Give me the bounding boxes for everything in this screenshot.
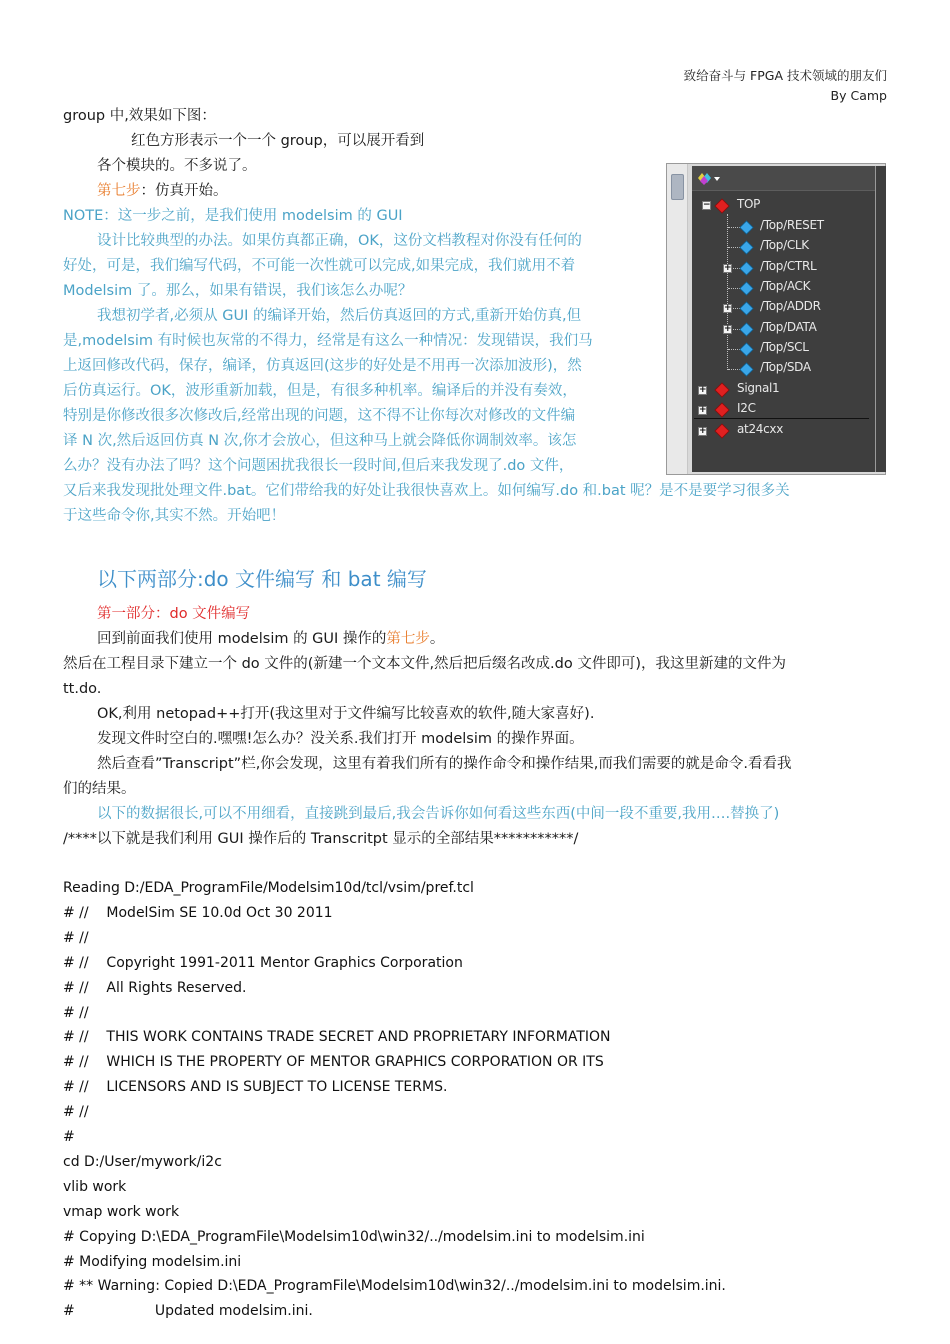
body-line: Modelsim 了。那么，如果有错误，我们该怎么办呢？ [63,283,413,299]
signal-tree-pane [692,166,875,472]
transcript-line: # // THIS WORK CONTAINS TRADE SECRET AND PROPRIETARY INFORMATION [63,1029,611,1046]
group-diamond-icon [714,382,730,398]
signal-item[interactable]: /Top/ACK [760,278,811,293]
step-label: 第七步 [386,631,430,647]
group-diamond-icon [714,198,730,214]
signal-diamond-icon [739,362,754,377]
tree-root-label[interactable]: TOP [737,197,761,211]
transcript-line: # Copying D:\EDA_ProgramFile\Modelsim10d\win32/../modelsim.ini to modelsim.ini [63,1228,645,1245]
value-pane [875,166,886,472]
body-text: 。 [429,631,445,647]
transcript-line: # // Copyright 1991-2011 Mentor Graphics Corporation [63,954,463,971]
expand-icon[interactable]: + [724,303,732,314]
group-diamond-icon [714,423,730,439]
modelsim-wave-screenshot [666,163,886,475]
signal-diamond-icon [739,322,754,337]
expand-icon[interactable]: + [724,323,732,334]
body-line: 各个模块的。不多说了。 [97,158,257,174]
expand-icon[interactable]: + [699,405,707,416]
body-line [97,627,444,652]
transcript-line: cd D:/User/mywork/i2c [63,1153,222,1170]
tree-toolbar [692,166,875,191]
wave-objects-icon [696,170,724,186]
signal-diamond-icon [739,342,754,357]
signal-item[interactable]: /Top/RESET [760,218,824,232]
signal-diamond-icon [739,240,754,255]
part-one-title: 第一部分：do 文件编写 [97,606,251,622]
body-text: 回到前面我们使用 modelsim 的 GUI 操作的 [97,631,387,647]
group-item[interactable]: at24cxx [737,421,784,436]
transcript-line: vmap work work [63,1203,180,1220]
header-title: 致给奋斗与 FPGA 技术领域的朋友们 [683,68,887,83]
signal-item[interactable]: /Top/SCL [760,339,809,354]
transcript-line: # // ModelSim SE 10.0d Oct 30 2011 [63,904,333,921]
body-line: OK,利用 netopad++打开(我这里对于文件编写比较喜欢的软件,随大家喜好). [97,706,595,722]
signal-diamond-icon [739,281,754,296]
body-line: 发现文件时空白的.嘿嘿!怎么办？没关系.我们打开 modelsim 的操作界面。 [97,731,584,747]
transcript-line: # Updated modelsim.ini. [63,1303,313,1320]
section-heading: 以下两部分:do 文件编写 和 bat 编写 [97,567,427,591]
step-text: ：仿真开始。 [140,183,228,199]
transcript-line: # // [63,1104,89,1121]
body-line: 上返回修改代码，保存，编译，仿真返回(这步的好处是不用再一次添加波形)，然 [63,358,582,374]
step7-line [97,179,228,204]
signal-item[interactable]: /Top/CTRL [760,258,817,273]
transcript-line: # Modifying modelsim.ini [63,1253,242,1270]
body-line: 好处，可是，我们编写代码，不可能一次性就可以完成,如果完成，我们就用不着 [63,258,576,274]
transcript-line: # // WHICH IS THE PROPERTY OF MENTOR GRAPHICS CORPORATION OR ITS [63,1054,604,1071]
body-line: 设计比较典型的办法。如果仿真都正确，OK，这份文档教程对你没有任何的 [97,233,582,249]
body-line: 以下的数据很长,可以不用细看，直接跳到最后,我会告诉你如何看这些东西(中间一段不重要,我用….替换了) [97,806,780,822]
header-author: By Camp [830,88,887,103]
signal-diamond-icon [739,220,754,235]
transcript-line: # [63,1129,75,1145]
body-line: 么办？没有办法了吗？这个问题困扰我很长一段时间,但后来我发现了.do 文件， [63,458,574,474]
body-line: 译 N 次,然后返回仿真 N 次,你才会放心，但这种马上就会降低你调制效率。该怎 [63,433,577,449]
body-line: group 中,效果如下图： [63,108,216,124]
signal-diamond-icon [739,301,754,316]
transcript-line: Reading D:/EDA_ProgramFile/Modelsim10d/tcl/vsim/pref.tcl [63,880,474,896]
group-item[interactable]: Signal1 [737,381,780,395]
transcript-line: # // LICENSORS AND IS SUBJECT TO LICENSE TERMS. [63,1079,448,1096]
step-label: 第七步 [97,183,141,199]
tree-connector [727,214,728,370]
group-diamond-icon [714,402,730,418]
body-line: 是,modelsim 有时候也灰常的不得力，经常是有这么一种情况：发现错误，我们马 [63,333,593,349]
scrollbar [667,164,688,474]
expand-icon[interactable]: + [699,385,707,395]
body-line: 们的结果。 [63,781,136,797]
signal-item[interactable]: /Top/ADDR [760,299,821,314]
body-line: tt.do. [63,681,102,697]
signal-item[interactable]: /Top/DATA [760,319,817,334]
transcript-line: vlib work [63,1178,127,1195]
group-item[interactable]: I2C [737,401,756,416]
body-line: 我想初学者,必须从 GUI 的编译开始，然后仿真返回的方式,重新开始仿真,但 [97,308,582,324]
signal-item[interactable]: /Top/SDA [760,360,811,375]
body-line: 然后查看”Transcript”栏,你会发现，这里有着我们所有的操作命令和操作结果,而我们需要的就是命令.看看我 [97,756,792,772]
body-line: 又后来我发现批处理文件.bat。它们带给我的好处让我很快喜欢上。如何编写.do 和.bat 呢？是不是要学习很多关 [63,483,790,499]
body-line: /****以下就是我们利用 GUI 操作后的 Transcritpt 显示的全部结果***********/ [63,831,579,847]
transcript-line: # // [63,929,89,946]
signal-item[interactable]: /Top/CLK [760,238,809,253]
body-line: 红色方形表示一个一个 group，可以展开看到 [131,133,425,149]
expand-icon[interactable]: + [699,425,707,436]
expand-icon[interactable]: + [724,262,732,273]
transcript-line: # ** Warning: Copied D:\EDA_ProgramFile\Modelsim10d\win32/../modelsim.ini to modelsim.ini. [63,1278,726,1295]
transcript-line: # // All Rights Reserved. [63,979,247,996]
body-line: 然后在工程目录下建立一个 do 文件的(新建一个文本文件,然后把后缀名改成.do 文件即可)，我这里新建的文件为 [63,656,787,672]
transcript-line: # // [63,1004,89,1021]
collapse-icon[interactable]: − [703,200,711,210]
note-line: NOTE：这一步之前，是我们使用 modelsim 的 GUI [63,208,403,224]
body-line: 于这些命令你,其实不然。开始吧！ [63,508,286,524]
signal-diamond-icon [739,261,754,276]
body-line: 特别是你修改很多次修改后,经常出现的问题，这不得不让你每次对修改的文件编 [63,408,576,424]
body-line: 后仿真运行。OK，波形重新加载，但是，有很多种机率。编译后的并没有奏效， [63,383,577,399]
